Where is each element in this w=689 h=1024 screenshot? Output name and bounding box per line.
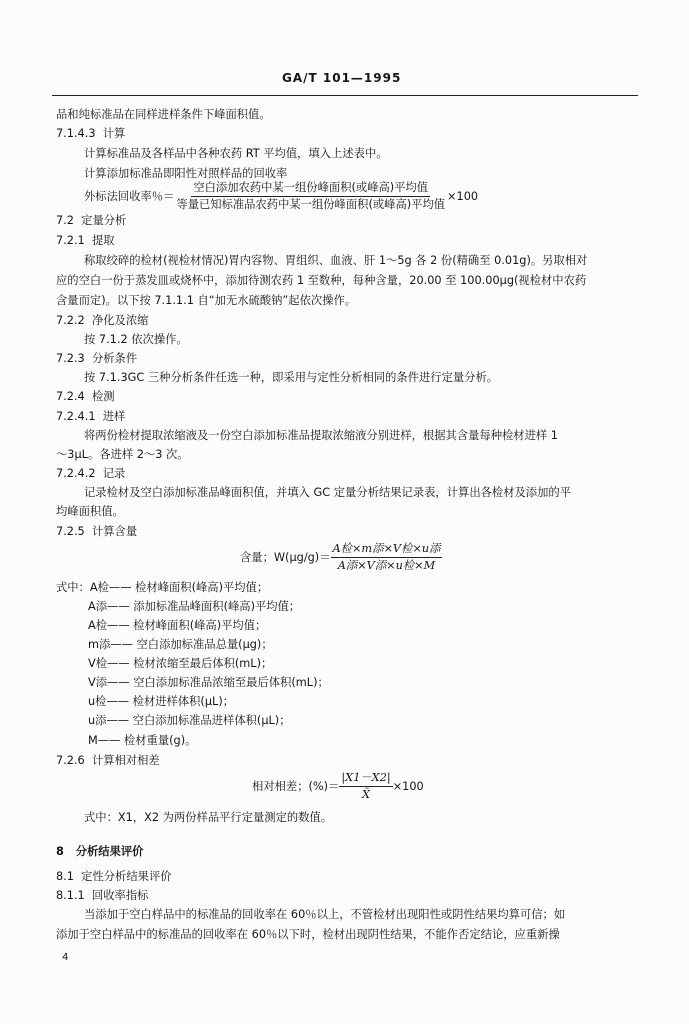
formula-denominator: X̄ (362, 788, 371, 801)
legend-symbol: u添 (88, 714, 107, 727)
section-title: 定性分析结果评价 (81, 870, 172, 883)
legend-row (88, 637, 273, 653)
paragraph: 均峰面积值。 (56, 505, 124, 518)
section-number: 8.1 (56, 870, 74, 883)
section-7-2-6-heading (56, 753, 160, 769)
section-number: 7.2.1 (56, 234, 85, 247)
section-number: 7.2.4 (56, 390, 85, 403)
legend-symbol: A添 (88, 600, 108, 613)
legend-symbol: V检 (88, 657, 108, 670)
relative-difference-formula (252, 771, 424, 802)
section-title: 分析条件 (91, 352, 138, 365)
section-7-2-heading (56, 213, 126, 229)
section-7-2-2-heading (56, 313, 148, 329)
paragraph: 含量而定)。以下按 7.1.1.1 自“加无水硫酸钠”起依次操作。 (56, 294, 357, 307)
section-title: 进样 (102, 410, 126, 423)
legend-row (88, 733, 196, 749)
header-rule (52, 95, 638, 96)
section-title: 计算 (102, 127, 126, 140)
legend-description: —— 检材峰面积(峰高)平均值； (107, 619, 267, 632)
legend-description: —— 空白添加标准品进样体积(μL)； (106, 714, 291, 727)
legend-description: —— 检材浓缩至最后体积(mL)； (107, 657, 273, 670)
formula-numerator: 空白添加农药中某一组份峰面积(或峰高)平均值 (191, 181, 430, 197)
section-7-2-4-1-heading (56, 409, 125, 425)
legend-symbol: 式中：A检 (56, 581, 109, 594)
formula-fraction (339, 771, 392, 802)
section-title: 定量分析 (81, 214, 127, 227)
paragraph: 应的空白一份于蒸发皿或烧杯中，添加待测农药 1 至数种，每种含量，20.00 至 100.00μg(视检材中农药 (56, 274, 587, 287)
paragraph: 当添加于空白样品中的标准品的回收率在 60％以上，不管检材出现阳性或阴性结果均算可信；如 (84, 908, 566, 921)
paragraph: 按 7.1.3GC 三种分析条件任选一种，即采用与定性分析相同的条件进行定量分析。 (84, 371, 499, 384)
paragraph: 添加于空白样品中的标准品的回收率在 60％以下时，检材出现阴性结果，不能作否定结论，应重新操 (56, 928, 560, 941)
legend-description: —— 检材进样体积(μL)； (106, 695, 235, 708)
section-number: 7.2.3 (56, 352, 85, 365)
formula-label: 含量；W(μg/g)＝ (240, 550, 331, 564)
section-title: 回收率指标 (91, 889, 149, 902)
formula-numerator: |X1－X2| (339, 771, 392, 787)
section-number: 7.2.4.2 (56, 467, 96, 480)
formula-suffix: ×100 (447, 189, 479, 203)
section-7-2-1-heading (56, 233, 115, 249)
section-title: 记录 (102, 467, 126, 480)
legend-row (88, 675, 329, 691)
legend-row (56, 580, 268, 596)
formula-fraction (174, 181, 447, 212)
recovery-formula (84, 181, 478, 212)
legend-description: —— 检材重量(g)。 (97, 734, 197, 747)
formula-suffix: ×100 (392, 779, 424, 793)
legend-symbol: u检 (88, 695, 107, 708)
section-number: 7.2.2 (56, 314, 85, 327)
paragraph: 计算添加标准品即阳性对照样品的回收率 (84, 167, 288, 180)
legend-description: —— 添加标准品峰面积(峰高)平均值； (107, 600, 301, 613)
section-7-2-4-heading (56, 389, 115, 405)
section-title: 计算相对相差 (91, 754, 160, 767)
formula-note: 式中：X1，X2 为两份样品平行定量测定的数值。 (84, 811, 333, 824)
section-7-2-5-heading (56, 524, 137, 540)
section-number: 8 (56, 845, 64, 858)
formula-denominator: A添×V添×u检×M (337, 559, 436, 572)
paragraph: ～3μL。各进样 2～3 次。 (56, 448, 189, 461)
legend-symbol: V添 (88, 676, 108, 689)
paragraph: 称取绞碎的检材(视检材情况)胃内容物、胃组织、血液、肝 1～5g 各 2 份(精确至 0.01g)。另取相对 (84, 254, 588, 267)
section-number: 7.2 (56, 214, 74, 227)
section-title: 分析结果评价 (75, 845, 144, 858)
formula-denominator: 等量已知标准品农药中某一组份峰面积(或峰高)平均值 (176, 198, 446, 211)
section-7-1-4-3-heading (56, 126, 125, 142)
section-number: 7.2.6 (56, 754, 85, 767)
section-7-2-4-2-heading (56, 466, 125, 482)
section-8-heading (56, 844, 143, 860)
legend-symbol: M (88, 734, 98, 747)
formula-label: 相对相差；(%)＝ (252, 779, 340, 793)
section-title: 检测 (91, 390, 115, 403)
document-id: GA/T 101—1995 (282, 71, 402, 85)
content-formula (240, 542, 442, 573)
section-number: 7.2.5 (56, 525, 85, 538)
formula-numerator: A检×m添×V检×u添 (331, 542, 443, 558)
section-8-1-heading (56, 869, 172, 885)
legend-row (88, 656, 272, 672)
formula-fraction (331, 542, 443, 573)
formula-label: 外标法回收率％＝ (84, 189, 175, 203)
paragraph: 按 7.1.2 依次操作。 (84, 333, 188, 346)
paragraph: 将两份检材提取浓缩液及一份空白添加标准品提取浓缩液分别进样，根据其含量每种检材进样 1 (84, 429, 558, 442)
section-title: 净化及浓缩 (91, 314, 149, 327)
legend-row (88, 618, 266, 634)
page-number: 4 (62, 952, 69, 963)
section-title: 计算含量 (91, 525, 138, 538)
section-8-1-1-heading (56, 888, 148, 904)
legend-description: —— 空白添加标准品总量(μg)； (110, 638, 273, 651)
section-number: 7.2.4.1 (56, 410, 96, 423)
continuation-text: 品和纯标准品在同样进样条件下峰面积值。 (56, 108, 271, 121)
legend-symbol: A检 (88, 619, 108, 632)
paragraph: 计算标准品及各样品中各种农药 RT 平均值，填入上述表中。 (84, 147, 388, 160)
legend-row (88, 599, 300, 615)
paragraph: 记录检材及空白添加标准品峰面积值，并填入 GC 定量分析结果记录表，计算出各检材及添加的平 (84, 486, 572, 499)
legend-row (88, 713, 291, 729)
section-7-2-3-heading (56, 351, 137, 367)
section-number: 7.1.4.3 (56, 127, 96, 140)
legend-row (88, 694, 234, 710)
section-number: 8.1.1 (56, 889, 85, 902)
legend-description: —— 检材峰面积(峰高)平均值； (108, 581, 269, 594)
section-title: 提取 (91, 234, 115, 247)
legend-description: —— 空白添加标准品浓缩至最后体积(mL)； (107, 676, 329, 689)
legend-symbol: m添 (88, 638, 111, 651)
